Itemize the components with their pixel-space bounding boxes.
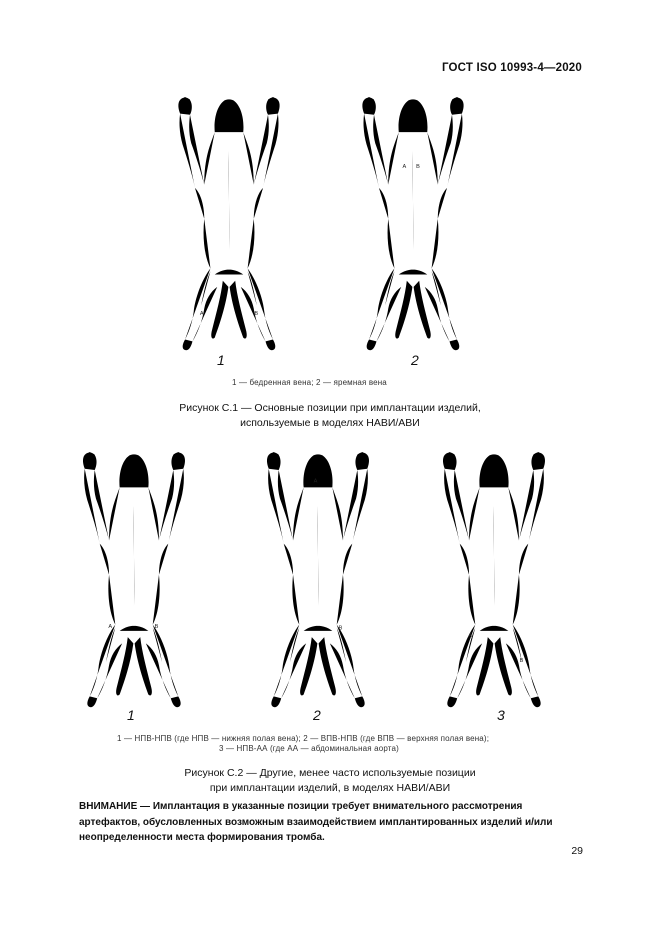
- figure-c2-caption-line-2: при имплантации изделий, в моделях НАВИ/АВИ: [209, 782, 451, 794]
- vein-label-b: B: [338, 625, 343, 632]
- figure-c1-panel-2-animal-drawing: [358, 95, 468, 355]
- vein-label-b: B: [519, 658, 524, 665]
- figure-c1-panel-1-animal-drawing: [174, 95, 284, 355]
- figure-c1-caption: [100, 401, 560, 431]
- figure-c2-caption: [100, 766, 560, 796]
- vein-label-b: B: [154, 623, 159, 630]
- figure-c2-panel-1-animal-drawing: [78, 450, 190, 712]
- figure-c2-panel-1-number: 1: [127, 707, 135, 723]
- page-number: 29: [571, 845, 583, 857]
- vein-label-b: B: [416, 164, 420, 171]
- figure-c2-legend-line-2: 3 — НПВ-АА (где АА — абдоминальная аорта): [219, 744, 399, 753]
- vein-label-a: A: [468, 633, 473, 640]
- figure-c2-caption-line-1: Рисунок С.2 — Другие, менее часто используемые позиции: [184, 767, 476, 779]
- vein-label-a: A: [199, 310, 204, 317]
- figure-c2-panel-2-number: 2: [313, 707, 321, 723]
- figure-c1-caption-line-2: используемые в моделях НАВИ/АВИ: [240, 417, 420, 429]
- figure-c2-panel-2-animal-drawing: [262, 450, 374, 712]
- figure-c2-legend-line-1: 1 — НПВ-НПВ (где НПВ — нижняя полая вена); 2 — ВПВ-НПВ (где ВПВ — верхняя полая вена);: [117, 734, 490, 743]
- figure-c1-legend: 1 — бедренная вена; 2 — яремная вена: [232, 378, 387, 387]
- standard-header: ГОСТ ISO 10993-4—2020: [441, 62, 582, 74]
- vein-label-a: A: [313, 478, 318, 485]
- vein-label-a: A: [402, 164, 407, 171]
- vein-label-b: B: [254, 310, 259, 317]
- figure-c1-caption-line-1: Рисунок С.1 — Основные позиции при имплантации изделий,: [179, 402, 481, 414]
- vein-label-a: A: [108, 623, 113, 630]
- figure-c2-panel-3-number: 3: [497, 707, 505, 723]
- warning-note: ВНИМАНИЕ — Имплантация в указанные позиции требует внимательного рассмотрения артефактов, обусловленных возможным взаимодействием имплантированных изделий и/или неопределенности места формирования тромба.: [79, 801, 553, 843]
- figure-c2-panel-3-animal-drawing: [438, 450, 550, 712]
- figure-c1-panel-2-number: 2: [411, 352, 419, 368]
- figure-c1-panel-1-number: 1: [217, 352, 225, 368]
